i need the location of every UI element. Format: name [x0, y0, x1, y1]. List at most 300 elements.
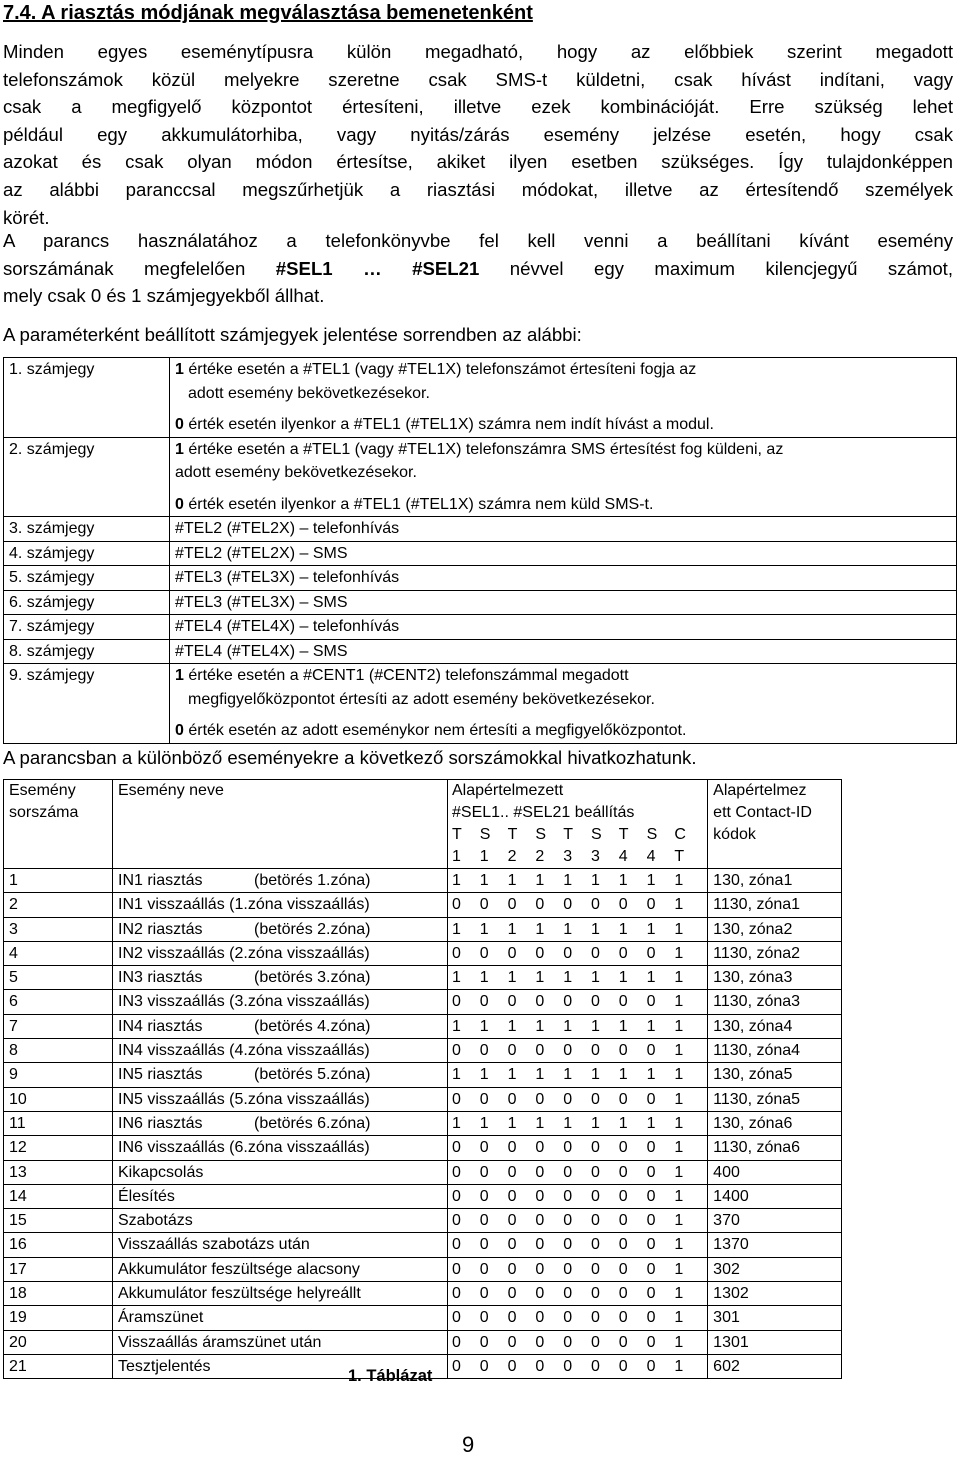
- param-line: [175, 664, 951, 688]
- param-line: [175, 438, 951, 462]
- bit-values: [452, 893, 702, 916]
- bit-value: 1: [674, 944, 684, 962]
- bit-value: 1: [479, 1017, 489, 1035]
- bit-value: 0: [590, 1163, 600, 1181]
- event-name-main: Áramszünet: [118, 1309, 204, 1327]
- bit-value: 0: [479, 1260, 489, 1278]
- bit-value: 0: [618, 1139, 628, 1157]
- bit-number: 3: [563, 848, 573, 865]
- bit-value: 0: [590, 1333, 600, 1351]
- param-text: adott esemény bekövetkezésekor.: [175, 464, 417, 481]
- bit-value: 1: [674, 969, 684, 987]
- bit-values: [452, 1209, 702, 1232]
- bit-value: 0: [507, 1357, 517, 1375]
- event-code: 1302: [708, 1282, 842, 1306]
- event-name-main: Szabotázs: [118, 1212, 193, 1230]
- bit-value: 0: [646, 1236, 656, 1254]
- bit-value: 0: [590, 993, 600, 1011]
- event-name-detail: (betörés 4.zóna): [254, 1017, 371, 1035]
- event-name-main: IN6 visszaállás (6.zóna visszaállás): [118, 1139, 370, 1157]
- bit-value: 1: [479, 969, 489, 987]
- bit-value: 1: [646, 1017, 656, 1035]
- bit-values: [452, 1355, 702, 1378]
- bit-number: 1: [452, 848, 461, 865]
- param-text: #TEL4 (#TEL4X) – telefonhívás: [175, 618, 400, 635]
- bit-value: 1: [507, 969, 517, 987]
- bit-value: 1: [535, 920, 545, 938]
- bit-value: 0: [535, 896, 545, 914]
- event-number: 4: [4, 941, 113, 965]
- bit-value: 0: [452, 1042, 461, 1060]
- bit-value: 1: [452, 1114, 461, 1132]
- text-line: A parancs használatához a telefonkönyvbe fel kell venni a beállítani kívánt esemény: [3, 230, 953, 251]
- events-table: [3, 779, 842, 1379]
- param-value: 1: [175, 667, 184, 684]
- bit-value: 0: [452, 1357, 461, 1375]
- event-code: 130, zóna6: [708, 1111, 842, 1135]
- bit-value: 0: [535, 1236, 545, 1254]
- event-name: [113, 1111, 448, 1135]
- bit-values: [452, 1112, 702, 1135]
- bit-value: 0: [479, 1090, 489, 1108]
- param-line: [175, 615, 951, 639]
- table-header-row: [4, 780, 842, 869]
- bit-value: 1: [674, 1139, 684, 1157]
- event-code: 1370: [708, 1233, 842, 1257]
- bit-values: [452, 1258, 702, 1281]
- bit-value: 1: [563, 872, 573, 889]
- param-digit: [4, 541, 170, 566]
- bit-value: 0: [618, 1260, 628, 1278]
- bit-value: 0: [479, 1212, 489, 1230]
- event-number: 21: [4, 1354, 113, 1378]
- param-digit-label: 5. számjegy: [9, 569, 95, 586]
- event-number: 12: [4, 1136, 113, 1160]
- digit-meaning-table: [3, 357, 957, 744]
- bit-value: 0: [479, 896, 489, 914]
- event-number: 5: [4, 966, 113, 990]
- event-bits: [448, 893, 708, 917]
- bit-value: 0: [563, 1163, 573, 1181]
- bit-value: 1: [674, 1260, 684, 1278]
- bit-values: [452, 1015, 702, 1038]
- param-value: 0: [175, 495, 184, 513]
- param-line: [175, 493, 951, 517]
- bit-value: 0: [646, 1090, 656, 1108]
- param-row: [4, 664, 957, 744]
- bit-value: 1: [674, 1066, 684, 1084]
- bit-value: 0: [618, 1187, 628, 1205]
- bit-value: 0: [479, 1357, 489, 1375]
- bit-value: 0: [535, 1163, 545, 1181]
- param-digit-label: 9. számjegy: [9, 667, 95, 684]
- bit-value: 0: [618, 896, 628, 914]
- bit-value: 0: [618, 944, 628, 962]
- event-number: 2: [4, 893, 113, 917]
- bit-value: 1: [563, 1066, 573, 1084]
- bit-values: [452, 1161, 702, 1184]
- bit-values: [452, 990, 702, 1013]
- bit-value: 1: [479, 1114, 489, 1132]
- table-row: [4, 1160, 842, 1184]
- bit-value: 0: [590, 1309, 600, 1327]
- event-bits: [448, 1184, 708, 1208]
- param-text: érték esetén ilyenkor a #TEL1 (#TEL1X) számra nem küld SMS-t.: [183, 495, 654, 513]
- bit-letters: [452, 824, 702, 846]
- bit-value: 1: [674, 920, 684, 938]
- bit-value: 0: [563, 1260, 573, 1278]
- text-fragment: névvel egy maximum kilencjegyű számot,: [479, 257, 953, 279]
- bit-value: 0: [618, 1236, 628, 1254]
- event-code: 130, zóna4: [708, 1014, 842, 1038]
- event-name-main: IN6 riasztás: [118, 1114, 203, 1132]
- event-name: [113, 1039, 448, 1063]
- bit-values: [452, 1282, 702, 1305]
- event-name: [113, 1063, 448, 1087]
- bit-value: 0: [590, 1212, 600, 1230]
- table-row: [4, 869, 842, 893]
- param-text: adott esemény bekövetkezésekor.: [188, 384, 430, 402]
- bit-value: 1: [674, 1236, 684, 1254]
- table-row: [4, 1111, 842, 1135]
- text-line: [3, 255, 953, 283]
- bit-value: 0: [452, 1236, 461, 1254]
- param-description: [170, 590, 957, 615]
- bit-value: 1: [618, 920, 628, 938]
- event-number: 20: [4, 1330, 113, 1354]
- bit-value: 0: [452, 1139, 461, 1157]
- bit-value: 0: [618, 993, 628, 1011]
- bit-value: 0: [507, 1187, 517, 1205]
- bit-value: 1: [563, 1114, 573, 1132]
- bit-value: 0: [507, 1042, 517, 1060]
- bit-value: 0: [535, 1187, 545, 1205]
- bit-value: 1: [646, 1066, 656, 1084]
- bit-value: 1: [674, 1285, 684, 1303]
- bit-value: 1: [590, 1017, 600, 1035]
- bit-value: 0: [618, 1042, 628, 1060]
- bit-value: 0: [563, 1042, 573, 1060]
- bit-value: 0: [479, 1285, 489, 1303]
- event-code: 1130, zóna6: [708, 1136, 842, 1160]
- event-number: 10: [4, 1087, 113, 1111]
- param-line: [175, 591, 951, 615]
- param-digit-label: 1. számjegy: [9, 361, 95, 378]
- bit-value: 1: [674, 896, 684, 914]
- event-name: [113, 941, 448, 965]
- bit-value: 1: [674, 1017, 684, 1035]
- event-bits: [448, 1136, 708, 1160]
- bit-value: 0: [507, 896, 517, 914]
- event-name: [113, 1306, 448, 1330]
- header-text: Alapértelmezett: [452, 782, 564, 799]
- bit-number: 4: [646, 848, 656, 865]
- param-text: érték esetén az adott eseménykor nem értesíti a megfigyelőközpontot.: [183, 722, 687, 739]
- event-name: [113, 966, 448, 990]
- bit-value: 0: [563, 1187, 573, 1205]
- bit-values: [452, 1136, 702, 1159]
- bit-value: 1: [479, 872, 489, 889]
- bit-values: [452, 966, 702, 989]
- param-digit: [4, 664, 170, 744]
- bit-value: 0: [646, 1139, 656, 1157]
- bit-value: 0: [618, 1212, 628, 1230]
- bit-value: 1: [674, 1163, 684, 1181]
- event-number: 9: [4, 1063, 113, 1087]
- bit-value: 0: [507, 1285, 517, 1303]
- section-heading: 7.4. A riasztás módjának megválasztása bemenetenként: [3, 2, 533, 24]
- bit-value: 0: [646, 1042, 656, 1060]
- param-value: 1: [175, 361, 184, 378]
- param-text: megfigyelőközpontot értesíti az adott esemény bekövetkezésekor.: [188, 690, 655, 708]
- bit-value: 1: [590, 1066, 600, 1084]
- event-number: 3: [4, 917, 113, 941]
- bit-value: 1: [507, 1114, 517, 1132]
- bit-values: [452, 1306, 702, 1329]
- event-number: 7: [4, 1014, 113, 1038]
- param-value: 0: [175, 416, 184, 433]
- bit-value: 0: [452, 1260, 461, 1278]
- bit-value: 0: [479, 1236, 489, 1254]
- header-text: Esemény: [9, 782, 76, 799]
- bit-value: 0: [646, 1187, 656, 1205]
- event-name-main: Visszaállás szabotázs után: [118, 1236, 310, 1254]
- bit-value: 0: [452, 1187, 461, 1205]
- bit-values: [452, 1039, 702, 1062]
- event-bits: [448, 1209, 708, 1233]
- event-bits: [448, 1257, 708, 1281]
- bit-value: 0: [507, 1163, 517, 1181]
- bit-value: 0: [590, 1236, 600, 1254]
- bit-value: 0: [535, 1090, 545, 1108]
- bit-value: 0: [646, 896, 656, 914]
- bit-value: 0: [479, 1163, 489, 1181]
- spacer: [175, 711, 951, 719]
- event-bits: [448, 1087, 708, 1111]
- text-line: csak a megfigyelő központot értesíteni, illetve ezek kombinációját. Erre szükség lehet: [3, 96, 953, 118]
- event-name-main: Visszaállás áramszünet után: [118, 1333, 322, 1351]
- table-row: [4, 1209, 842, 1233]
- bit-value: 0: [507, 1236, 517, 1254]
- bit-value: 1: [507, 1017, 517, 1035]
- param-description: [170, 664, 957, 744]
- bit-value: 0: [452, 993, 461, 1011]
- param-line: [175, 719, 951, 743]
- bit-value: 0: [452, 1163, 461, 1181]
- event-name-detail: (betörés 1.zóna): [254, 872, 371, 889]
- event-code: 602: [708, 1354, 842, 1378]
- event-name: [113, 1209, 448, 1233]
- bit-value: 1: [674, 1114, 684, 1132]
- bit-value: 0: [507, 1260, 517, 1278]
- table-caption: 1. Táblázat: [348, 1367, 433, 1385]
- event-name-main: IN3 riasztás: [118, 969, 203, 987]
- event-code: 302: [708, 1257, 842, 1281]
- table-row: [4, 1282, 842, 1306]
- header-text: Esemény neve: [118, 782, 224, 799]
- bit-values: [452, 1088, 702, 1111]
- table-row: [4, 990, 842, 1014]
- bit-value: 1: [618, 1114, 628, 1132]
- bit-value: 0: [507, 1139, 517, 1157]
- param-row: [4, 541, 957, 566]
- bit-value: 1: [674, 1212, 684, 1230]
- bit-values: [452, 869, 702, 892]
- event-code: 130, zóna1: [708, 869, 842, 893]
- event-bits: [448, 1282, 708, 1306]
- text-line: körét.: [3, 206, 50, 228]
- usage-paragraph: [3, 227, 953, 310]
- event-number: 13: [4, 1160, 113, 1184]
- text-line: Minden egyes eseménytípusra külön megadható, hogy az előbbiek szerint megadott: [3, 41, 953, 62]
- text-line: az alábbi paranccsal megszűrhetjük a riasztási módokat, illetve az értesítendő személyek: [3, 178, 953, 200]
- bit-value: 0: [507, 1090, 517, 1108]
- bit-value: 0: [507, 1212, 517, 1230]
- event-name-main: IN4 riasztás: [118, 1017, 203, 1035]
- bit-value: 1: [674, 1309, 684, 1327]
- header-text: Alapértelmez: [713, 782, 807, 799]
- text-fragment: sorszámának megfelelően: [3, 257, 276, 279]
- bit-value: 0: [452, 944, 461, 962]
- bit-letter: S: [479, 826, 491, 843]
- bit-value: 0: [535, 1260, 545, 1278]
- param-description: [170, 566, 957, 591]
- param-line: [175, 358, 951, 382]
- table-row: [4, 1306, 842, 1330]
- param-description: [170, 358, 957, 438]
- bit-value: 1: [452, 872, 461, 889]
- bit-value: 0: [479, 993, 489, 1011]
- table-row: [4, 893, 842, 917]
- bit-value: 1: [674, 1357, 684, 1375]
- event-bits: [448, 917, 708, 941]
- bit-value: 0: [563, 1139, 573, 1157]
- bit-value: 0: [563, 1309, 573, 1327]
- param-description: [170, 517, 957, 542]
- event-name-detail: (betörés 3.zóna): [254, 969, 371, 987]
- event-name-detail: (betörés 6.zóna): [254, 1114, 371, 1132]
- bit-value: 0: [535, 1357, 545, 1375]
- bit-value: 1: [479, 920, 489, 938]
- event-code: 1130, zóna3: [708, 990, 842, 1014]
- bit-letter: S: [590, 826, 602, 843]
- event-code: 1130, zóna2: [708, 941, 842, 965]
- event-bits: [448, 1330, 708, 1354]
- bit-value: 0: [563, 1333, 573, 1351]
- event-bits: [448, 1063, 708, 1087]
- bit-letter: S: [646, 826, 658, 843]
- param-text: érték esetén ilyenkor a #TEL1 (#TEL1X) számra nem indít hívást a modul.: [183, 416, 714, 433]
- bit-value: 1: [590, 1114, 600, 1132]
- bit-value: 1: [452, 920, 461, 938]
- event-bits: [448, 1306, 708, 1330]
- bit-value: 0: [507, 1333, 517, 1351]
- bit-value: 1: [563, 969, 573, 987]
- page-number: 9: [462, 1432, 475, 1457]
- event-bits: [448, 1160, 708, 1184]
- bit-letter: S: [535, 826, 547, 843]
- event-name-main: Tesztjelentés: [118, 1357, 211, 1375]
- event-number: 14: [4, 1184, 113, 1208]
- bit-value: 1: [452, 1017, 461, 1035]
- bit-letter: T: [452, 826, 462, 843]
- param-line: [175, 461, 951, 485]
- bit-value: 0: [590, 944, 600, 962]
- bit-value: 0: [590, 1357, 600, 1375]
- bit-number: 3: [590, 848, 600, 865]
- text-line: például egy akkumulátorhiba, vagy nyitás/zárás esemény jelzése esetén, hogy csak: [3, 123, 953, 145]
- bit-value: 0: [563, 944, 573, 962]
- param-line: [175, 413, 951, 437]
- param-line: [175, 517, 951, 541]
- bit-value: 0: [646, 1333, 656, 1351]
- bit-numbers: [452, 846, 702, 868]
- event-name: [113, 1184, 448, 1208]
- bit-value: 0: [590, 1090, 600, 1108]
- table-row: [4, 917, 842, 941]
- bit-value: 0: [590, 1187, 600, 1205]
- bit-value: 1: [674, 993, 684, 1011]
- bit-value: 1: [452, 969, 461, 987]
- table-row: [4, 1233, 842, 1257]
- bit-value: 1: [590, 969, 600, 987]
- bit-value: 0: [590, 1139, 600, 1157]
- event-code: 130, zóna3: [708, 966, 842, 990]
- event-name-main: IN5 visszaállás (5.zóna visszaállás): [118, 1090, 370, 1108]
- bit-value: 0: [535, 1309, 545, 1327]
- text-line: mely csak 0 és 1 számjegyekből állhat.: [3, 285, 325, 307]
- param-digit: [4, 615, 170, 640]
- param-line: [175, 566, 951, 590]
- header-name: [113, 780, 448, 869]
- event-bits: [448, 966, 708, 990]
- event-name: [113, 1233, 448, 1257]
- event-bits: [448, 1233, 708, 1257]
- bit-letter: T: [507, 826, 518, 843]
- event-code: 1301: [708, 1330, 842, 1354]
- text-line: telefonszámok közül melyekre szeretne csak SMS-t küldetni, csak hívást indítani, vagy: [3, 68, 953, 90]
- param-row: [4, 639, 957, 664]
- bit-value: 0: [479, 1139, 489, 1157]
- event-number: 6: [4, 990, 113, 1014]
- bit-value: 1: [535, 1017, 545, 1035]
- param-text: értéke esetén a #CENT1 (#CENT2) telefonszámmal megadott: [183, 667, 629, 684]
- bit-value: 0: [535, 993, 545, 1011]
- bit-value: 0: [563, 1285, 573, 1303]
- bit-value: 0: [563, 1357, 573, 1375]
- bit-value: 0: [618, 1309, 628, 1327]
- bit-value: 1: [674, 1187, 684, 1205]
- param-value: 1: [175, 440, 184, 458]
- bit-value: 0: [452, 1309, 461, 1327]
- event-name: [113, 917, 448, 941]
- bit-value: 1: [563, 920, 573, 938]
- bit-value: 0: [563, 1212, 573, 1230]
- param-digit-label: 3. számjegy: [9, 520, 95, 537]
- bit-value: 1: [507, 920, 517, 938]
- bit-value: 0: [507, 944, 517, 962]
- table-row: [4, 1063, 842, 1087]
- bit-values: [452, 1331, 702, 1354]
- bit-value: 0: [590, 1042, 600, 1060]
- event-code: 301: [708, 1306, 842, 1330]
- event-number: 16: [4, 1233, 113, 1257]
- header-text: ett Contact-ID: [713, 804, 812, 821]
- header-text: kódok: [713, 826, 756, 843]
- header-text: #SEL1.. #SEL21 beállítás: [452, 804, 635, 821]
- bit-values: [452, 942, 702, 965]
- event-number: 18: [4, 1282, 113, 1306]
